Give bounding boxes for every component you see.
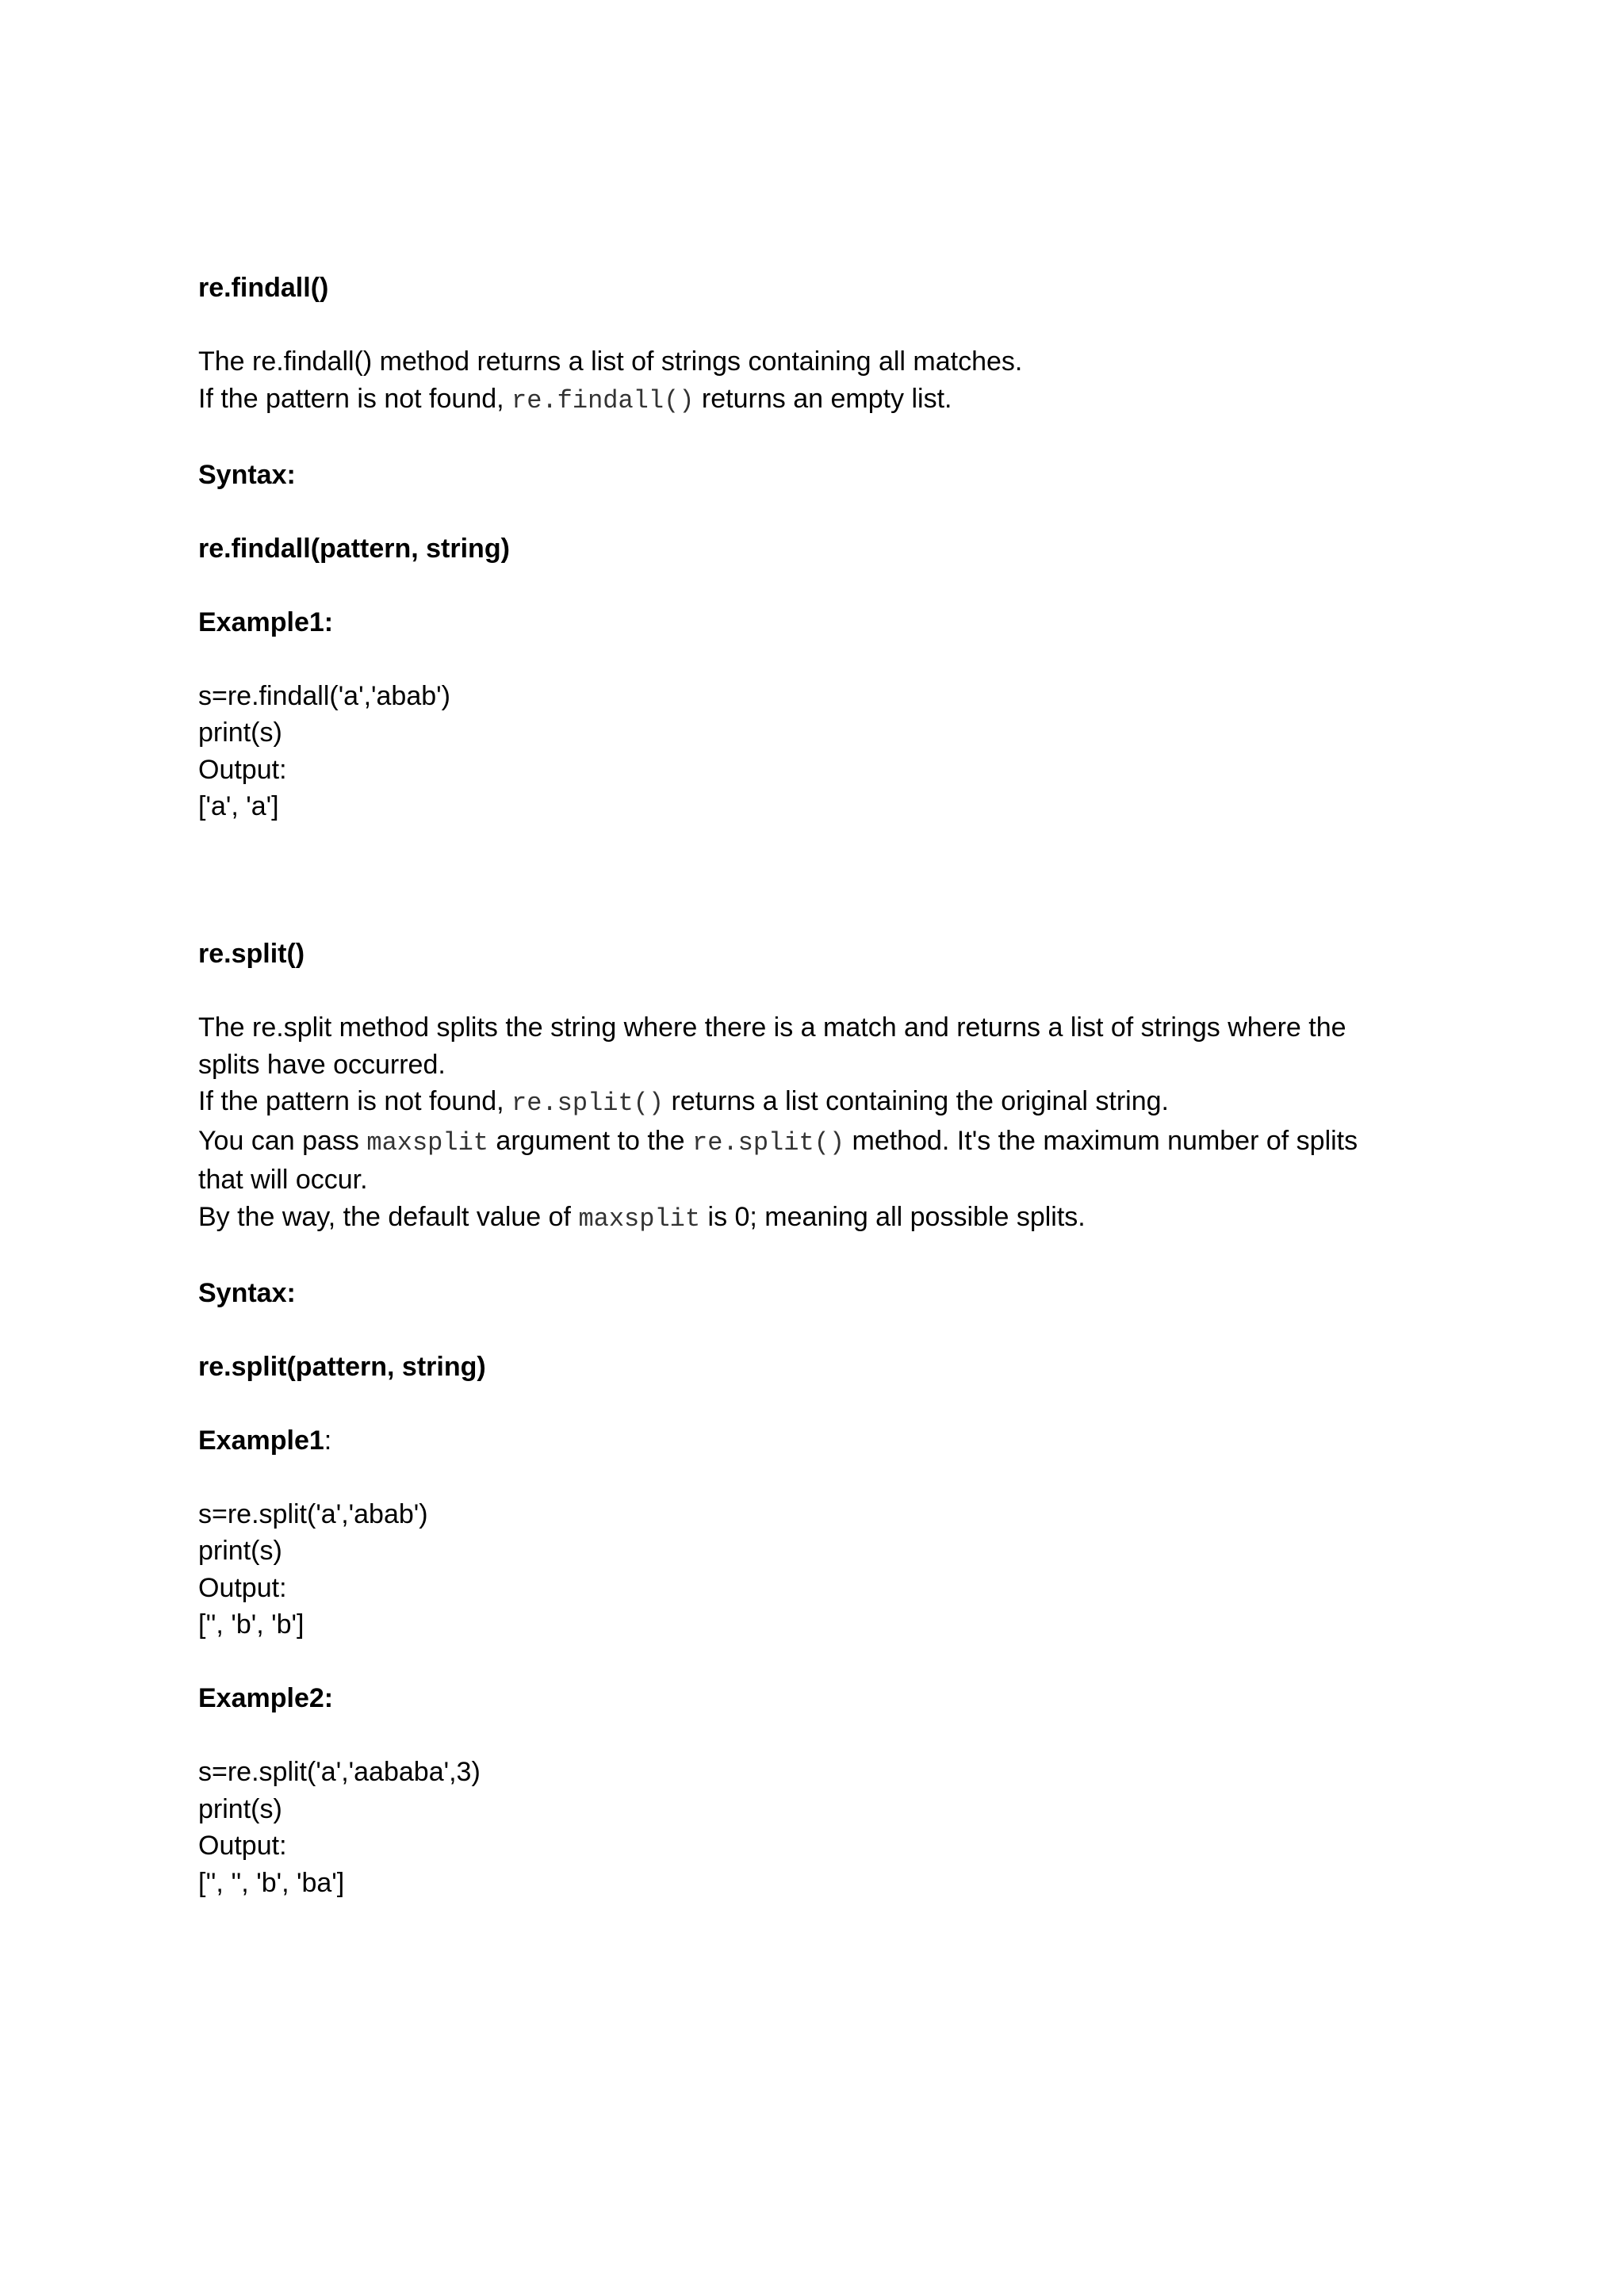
findall-example1-label: Example1: [198,607,334,637]
code-line: print(s) [198,1536,282,1566]
findall-heading: re.findall() [198,273,329,303]
split-syntax-label: Syntax: [198,1277,296,1308]
findall-syntax-label: Syntax: [198,459,296,490]
findall-syntax: re.findall(pattern, string) [198,533,510,564]
findall-description-2: If the pattern is not found, re.findall() returns an empty list. [198,383,952,415]
inline-code: re.split() [511,1089,665,1118]
split-syntax: re.split(pattern, string) [198,1351,486,1382]
document-page [198,270,1435,1901]
code-line: s=re.split('a','abab') [198,1498,428,1529]
code-line: s=re.split('a','aababa',3) [198,1757,481,1787]
findall-description-1: The re.findall() method returns a list of strings containing all matches. [198,346,1023,377]
code-line: Output: [198,754,287,785]
split-example1-label: Example1: [198,1425,332,1456]
code-line: s=re.findall('a','abab') [198,680,450,711]
code-line: ['', '', 'b', 'ba'] [198,1867,345,1898]
inline-code: re.split() [692,1127,845,1158]
code-line: Output: [198,1831,287,1861]
code-line: Output: [198,1572,287,1603]
code-line: print(s) [198,718,282,748]
code-line: ['', 'b', 'b'] [198,1609,304,1640]
split-description-1: The re.split method splits the string where there is a match and returns a list of strings where the [198,1012,1346,1043]
code-line: print(s) [198,1793,282,1824]
inline-code: re.findall() [511,385,695,415]
split-heading: re.split() [198,939,305,969]
inline-code: maxsplit [578,1203,701,1234]
split-description-3: You can pass maxsplit argument to the re.split() method. It's the maximum number of splits [198,1125,1358,1158]
split-description-4: By the way, the default value of maxsplit is 0; meaning all possible splits. [198,1201,1086,1234]
split-description-2: If the pattern is not found, re.split() returns a list containing the original string. [198,1086,1169,1118]
split-description-1b: splits have occurred. [198,1049,446,1080]
code-line: ['a', 'a'] [198,791,279,821]
split-description-3b: that will occur. [198,1165,368,1195]
split-example2-label: Example2: [198,1683,334,1713]
inline-code: maxsplit [366,1127,488,1158]
